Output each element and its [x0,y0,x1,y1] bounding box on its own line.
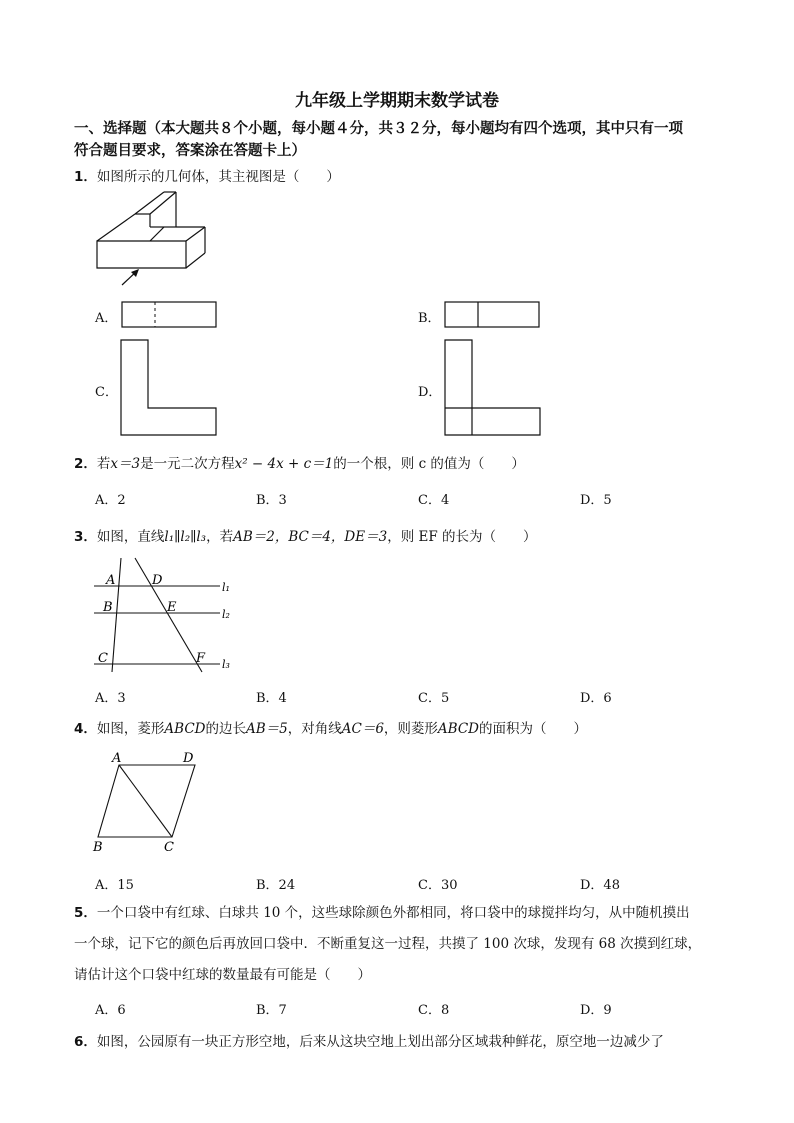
q3-option-a: A．3 [95,691,126,706]
question-text: 如图所示的几何体，其主视图是（ ） [96,169,340,185]
question-text-line3: 请估计这个口袋中红球的数量最有可能是（ ） [74,967,371,983]
question-text-line2: 一个球，记下它的颜色后再放回口袋中．不断重复这一过程，共摸了 100 次球，发现有 68 次摸到红球， [74,936,702,952]
math-condition: x＝3 [110,456,141,472]
point-label-a: A [112,751,122,766]
question-text-mid2: ，对角线 [287,721,342,737]
point-label-c: C [98,651,108,666]
q1-option-d-figure [443,338,543,440]
question-2 [74,452,525,472]
question-text-post: 的面积为（ ） [479,721,587,737]
math-equation: x² − 4x + c＝1 [234,456,334,472]
question-number: 4． [74,721,97,737]
q3-option-d: D．6 [580,691,612,706]
point-label-f: F [196,651,206,666]
q2-option-b: B．3 [256,493,287,508]
q5-option-c: C．8 [418,1003,450,1018]
question-text-mid: ，若 [206,529,234,545]
q1-option-d-label: D． [418,385,442,400]
question-3 [74,525,537,545]
q3-parallel-lines-figure [90,556,240,676]
q2-option-a: A．2 [95,493,126,508]
question-text: 如图，公园原有一块正方形空地，后来从这块空地上划出部分区域栽种鲜花，原空地一边减少了 [96,1034,664,1050]
section-heading [74,118,754,162]
math-diagonal-length: AC＝6 [341,721,384,737]
math-rhombus-name: ABCD [164,721,206,737]
q4-rhombus-figure [90,750,210,858]
line-label-l3: l₃ [222,658,230,671]
question-4 [74,717,587,737]
section-heading-line2: 符合题目要求，答案涂在答题卡上） [74,143,306,159]
q1-option-c-figure [119,338,219,440]
q5-option-b: B．7 [256,1003,287,1018]
question-text-mid1: 的边长 [205,721,246,737]
q4-option-b: B．24 [256,878,296,893]
q2-option-c: C．4 [418,493,450,508]
q1-option-b-label: B． [418,311,441,326]
question-1 [74,165,340,185]
point-label-e: E [167,600,177,615]
question-text-mid3: ，则菱形 [383,721,438,737]
question-text-post: ，则 EF 的长为（ ） [387,529,537,545]
page-title: 九年级上学期期末数学试卷 [295,91,499,111]
q1-option-c-label: C． [95,385,118,400]
line-label-l2: l₂ [222,608,230,621]
question-number: 2． [74,456,97,472]
q4-option-d: D．48 [580,878,620,893]
math-rhombus-name: ABCD [437,721,479,737]
math-side-length: AB＝5 [245,721,288,737]
question-text-pre: 如图，菱形 [96,721,165,737]
q3-option-b: B．4 [256,691,287,706]
point-label-c: C [164,840,174,855]
q1-solid-figure [90,190,220,300]
point-label-b: B [93,840,103,855]
q4-option-a: A．15 [95,878,134,893]
section-heading-line1: 一、选择题（本大题共８个小题，每小题４分，共３２分，每小题均有四个选项，其中只有一项 [74,121,683,137]
math-given-lengths: AB＝2，BC＝4，DE＝3 [233,529,388,545]
point-label-a: A [106,573,116,588]
question-number: 1． [74,169,97,185]
question-text-pre: 若 [96,456,111,472]
question-text-mid: 是一元二次方程 [140,456,235,472]
q1-option-a-figure [121,300,219,330]
q1-option-a-label: A． [95,311,118,326]
question-6 [74,1030,664,1050]
q5-option-a: A．6 [95,1003,126,1018]
question-text-line1: 一个口袋中有红球、白球共 10 个，这些球除颜色外都相同，将口袋中的球搅拌均匀，从中随机摸出 [96,905,690,921]
question-number: 3． [74,529,97,545]
q2-option-d: D．5 [580,493,612,508]
question-text-post: 的一个根，则 c 的值为（ ） [333,456,525,472]
point-label-b: B [103,600,113,615]
q1-option-b-figure [444,300,542,330]
math-parallel-lines: l₁∥l₂∥l₃ [164,529,207,545]
question-5 [74,898,754,991]
line-label-l1: l₁ [222,581,230,594]
question-text-pre: 如图，直线 [96,529,165,545]
point-label-d: D [152,573,163,588]
q3-option-c: C．5 [418,691,450,706]
question-number: 6． [74,1034,97,1050]
q5-option-d: D．9 [580,1003,612,1018]
question-number: 5． [74,905,97,921]
point-label-d: D [183,751,194,766]
q4-option-c: C．30 [418,878,458,893]
